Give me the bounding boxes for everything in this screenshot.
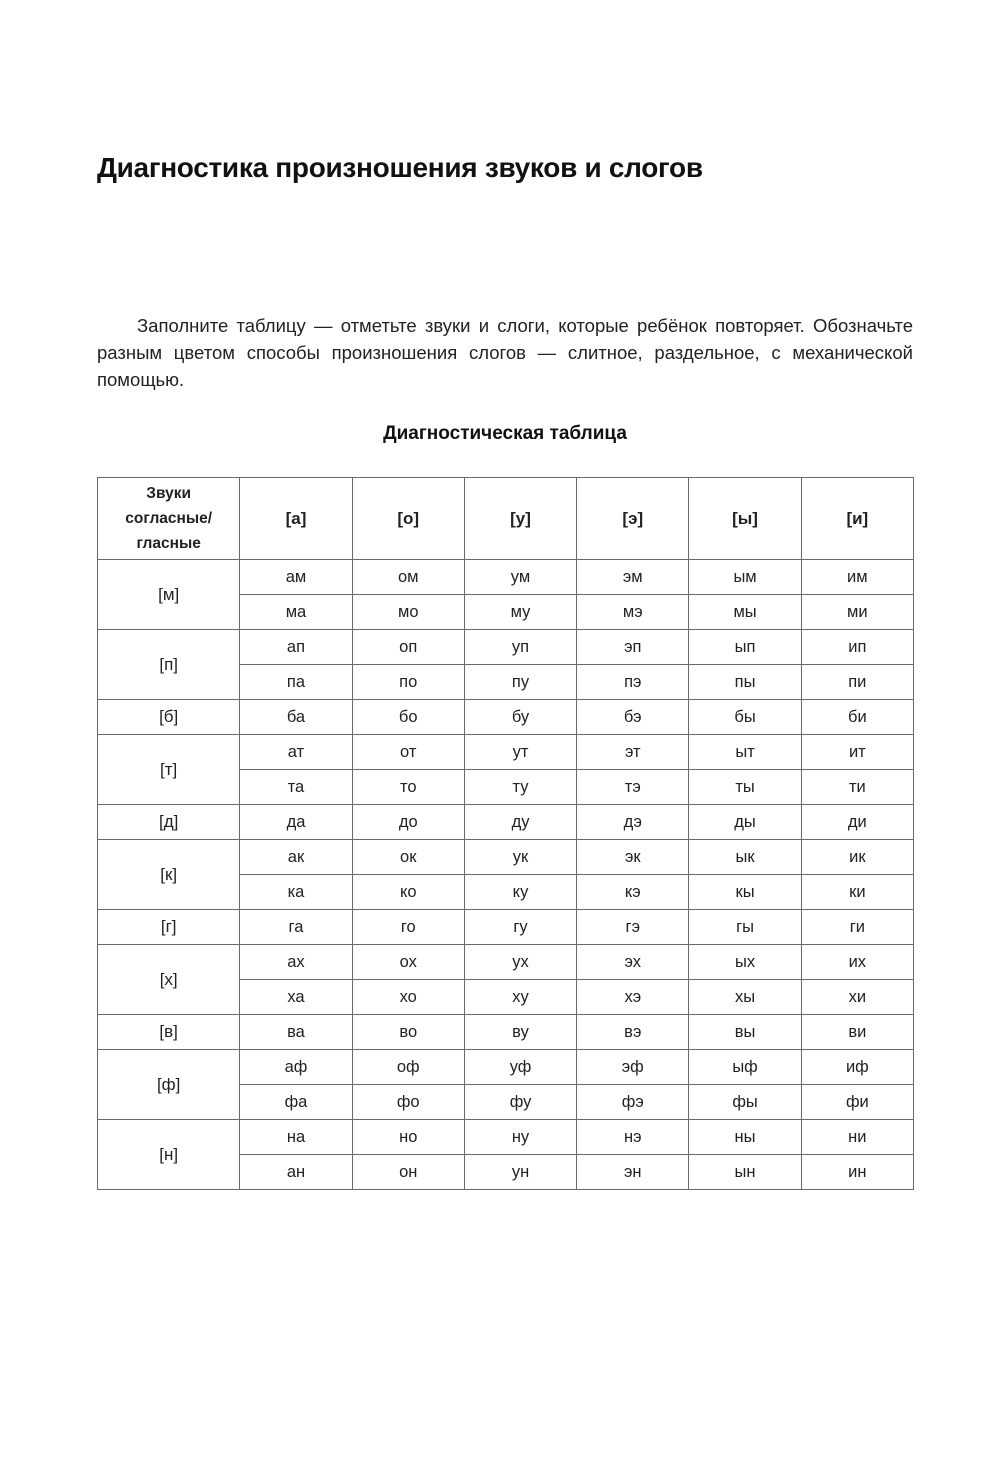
instructions-paragraph: Заполните таблицу — отметьте звуки и слоги, которые ребёнок повторяет. Обозначьте разным цветом способы произношения слогов — слитное, раздельное, с механической помощью.: [97, 315, 913, 390]
vowel-header: [а]: [240, 478, 352, 560]
syllable-cell: ху: [464, 980, 576, 1015]
syllable-cell: хо: [352, 980, 464, 1015]
table-row: [98, 560, 914, 595]
table-row: [98, 840, 914, 875]
syllable-cell: их: [801, 945, 913, 980]
vowel-header: [э]: [577, 478, 689, 560]
syllable-cell: ту: [464, 770, 576, 805]
syllable-cell: ба: [240, 700, 352, 735]
syllable-cell: эн: [577, 1155, 689, 1190]
consonant-cell: [ф]: [98, 1050, 240, 1120]
syllable-cell: им: [801, 560, 913, 595]
syllable-cell: ну: [464, 1120, 576, 1155]
syllable-cell: ут: [464, 735, 576, 770]
syllable-cell: гэ: [577, 910, 689, 945]
syllable-cell: пу: [464, 665, 576, 700]
syllable-cell: кы: [689, 875, 801, 910]
syllable-cell: дэ: [577, 805, 689, 840]
syllable-cell: ук: [464, 840, 576, 875]
syllable-cell: ох: [352, 945, 464, 980]
syllable-cell: от: [352, 735, 464, 770]
syllable-cell: ап: [240, 630, 352, 665]
syllable-cell: ка: [240, 875, 352, 910]
consonant-cell: [б]: [98, 700, 240, 735]
syllable-cell: то: [352, 770, 464, 805]
syllable-cell: ми: [801, 595, 913, 630]
syllable-cell: бэ: [577, 700, 689, 735]
syllable-cell: ыф: [689, 1050, 801, 1085]
syllable-cell: во: [352, 1015, 464, 1050]
header-row: [98, 478, 914, 560]
syllable-cell: ду: [464, 805, 576, 840]
syllable-cell: оп: [352, 630, 464, 665]
consonant-cell: [в]: [98, 1015, 240, 1050]
consonant-cell: [х]: [98, 945, 240, 1015]
vowel-header: [и]: [801, 478, 913, 560]
syllable-cell: ат: [240, 735, 352, 770]
vowel-header: [у]: [464, 478, 576, 560]
syllable-cell: эп: [577, 630, 689, 665]
syllable-cell: по: [352, 665, 464, 700]
syllable-cell: пы: [689, 665, 801, 700]
syllable-cell: вэ: [577, 1015, 689, 1050]
syllable-cell: фо: [352, 1085, 464, 1120]
syllable-cell: ко: [352, 875, 464, 910]
syllable-cell: эк: [577, 840, 689, 875]
syllable-cell: но: [352, 1120, 464, 1155]
syllable-cell: аф: [240, 1050, 352, 1085]
syllable-cell: фу: [464, 1085, 576, 1120]
syllable-cell: му: [464, 595, 576, 630]
syllable-cell: ки: [801, 875, 913, 910]
table-row: [98, 910, 914, 945]
syllable-cell: ку: [464, 875, 576, 910]
syllable-cell: ах: [240, 945, 352, 980]
consonant-cell: [м]: [98, 560, 240, 630]
consonant-cell: [п]: [98, 630, 240, 700]
syllable-cell: ым: [689, 560, 801, 595]
syllable-cell: вы: [689, 1015, 801, 1050]
syllable-cell: эт: [577, 735, 689, 770]
syllable-cell: ны: [689, 1120, 801, 1155]
syllable-cell: ам: [240, 560, 352, 595]
syllable-cell: ын: [689, 1155, 801, 1190]
syllable-cell: ык: [689, 840, 801, 875]
syllable-cell: эф: [577, 1050, 689, 1085]
table-header: [98, 478, 914, 560]
syllable-cell: уф: [464, 1050, 576, 1085]
table-row: [98, 1015, 914, 1050]
syllable-cell: го: [352, 910, 464, 945]
syllable-cell: ых: [689, 945, 801, 980]
syllable-cell: ун: [464, 1155, 576, 1190]
table-row: [98, 630, 914, 665]
syllable-cell: ит: [801, 735, 913, 770]
syllable-cell: фи: [801, 1085, 913, 1120]
syllable-cell: пэ: [577, 665, 689, 700]
table-row: [98, 805, 914, 840]
syllable-cell: до: [352, 805, 464, 840]
syllable-cell: ом: [352, 560, 464, 595]
corner-header-line: согласные/: [125, 510, 213, 527]
syllable-cell: хэ: [577, 980, 689, 1015]
consonant-cell: [н]: [98, 1120, 240, 1190]
consonant-cell: [т]: [98, 735, 240, 805]
syllable-cell: бы: [689, 700, 801, 735]
syllable-cell: та: [240, 770, 352, 805]
syllable-cell: хи: [801, 980, 913, 1015]
corner-header: [98, 478, 240, 560]
syllable-cell: ни: [801, 1120, 913, 1155]
table-row: [98, 1120, 914, 1155]
syllable-cell: ва: [240, 1015, 352, 1050]
syllable-cell: ма: [240, 595, 352, 630]
table-row: [98, 1050, 914, 1085]
syllable-cell: гу: [464, 910, 576, 945]
syllable-cell: ви: [801, 1015, 913, 1050]
syllable-cell: ти: [801, 770, 913, 805]
syllable-cell: хы: [689, 980, 801, 1015]
syllable-cell: фэ: [577, 1085, 689, 1120]
syllable-cell: пи: [801, 665, 913, 700]
syllable-cell: би: [801, 700, 913, 735]
syllable-cell: фы: [689, 1085, 801, 1120]
syllable-cell: ву: [464, 1015, 576, 1050]
consonant-cell: [д]: [98, 805, 240, 840]
table-body: [98, 560, 914, 1190]
syllable-cell: фа: [240, 1085, 352, 1120]
syllable-cell: эх: [577, 945, 689, 980]
vowel-header: [о]: [352, 478, 464, 560]
syllable-cell: бу: [464, 700, 576, 735]
syllable-cell: ха: [240, 980, 352, 1015]
syllable-cell: да: [240, 805, 352, 840]
syllable-cell: ум: [464, 560, 576, 595]
syllable-cell: ик: [801, 840, 913, 875]
syllable-cell: ги: [801, 910, 913, 945]
page-title: Диагностика произношения звуков и слогов: [97, 152, 703, 183]
syllable-cell: ок: [352, 840, 464, 875]
syllable-cell: ак: [240, 840, 352, 875]
syllable-cell: га: [240, 910, 352, 945]
syllable-cell: тэ: [577, 770, 689, 805]
consonant-cell: [к]: [98, 840, 240, 910]
syllable-cell: на: [240, 1120, 352, 1155]
table-caption: Диагностическая таблица: [383, 423, 627, 444]
syllable-cell: уп: [464, 630, 576, 665]
syllable-cell: он: [352, 1155, 464, 1190]
syllable-cell: ух: [464, 945, 576, 980]
corner-header-line: гласные: [136, 535, 201, 552]
syllable-cell: ин: [801, 1155, 913, 1190]
syllable-cell: эм: [577, 560, 689, 595]
syllable-cell: ыт: [689, 735, 801, 770]
table-row: [98, 700, 914, 735]
syllable-cell: гы: [689, 910, 801, 945]
syllable-cell: ан: [240, 1155, 352, 1190]
syllable-cell: мы: [689, 595, 801, 630]
syllable-cell: мо: [352, 595, 464, 630]
syllable-cell: ип: [801, 630, 913, 665]
table-row: [98, 735, 914, 770]
syllable-cell: па: [240, 665, 352, 700]
syllable-cell: оф: [352, 1050, 464, 1085]
syllable-cell: ди: [801, 805, 913, 840]
diagnostic-table: [97, 477, 914, 1190]
syllable-cell: ды: [689, 805, 801, 840]
syllable-cell: ып: [689, 630, 801, 665]
table-row: [98, 945, 914, 980]
syllable-cell: ты: [689, 770, 801, 805]
corner-header-line: Звуки: [146, 485, 192, 502]
syllable-cell: кэ: [577, 875, 689, 910]
syllable-cell: мэ: [577, 595, 689, 630]
syllable-cell: бо: [352, 700, 464, 735]
syllable-cell: иф: [801, 1050, 913, 1085]
syllable-cell: нэ: [577, 1120, 689, 1155]
vowel-header: [ы]: [689, 478, 801, 560]
consonant-cell: [г]: [98, 910, 240, 945]
